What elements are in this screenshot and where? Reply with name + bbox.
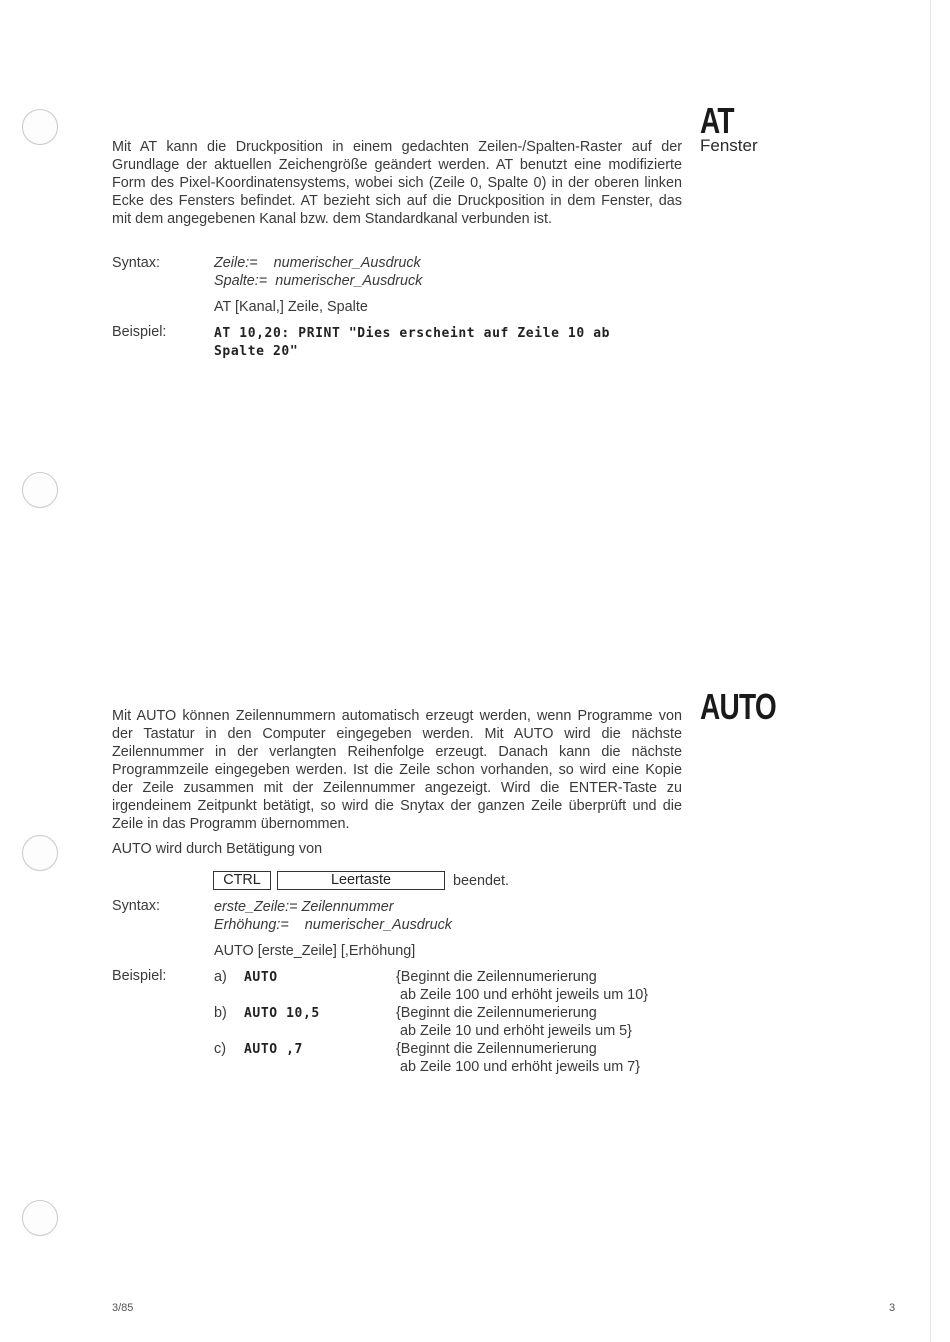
space-key: Leertaste xyxy=(277,871,445,890)
auto-end-text: AUTO wird durch Betätigung von xyxy=(112,841,323,857)
example-b-code: AUTO 10,5 xyxy=(244,1006,320,1021)
punch-hole-1 xyxy=(22,109,58,145)
auto-syntax-line-1: erste_Zeile:= Zeilennummer xyxy=(214,899,394,915)
page-edge xyxy=(930,0,931,1342)
example-a-comment-2: ab Zeile 100 und erhöht jeweils um 10} xyxy=(400,987,648,1003)
auto-ended-text: beendet. xyxy=(453,873,510,889)
at-example-line-2: Spalte 20" xyxy=(214,344,299,359)
at-subheading: Fenster xyxy=(700,136,758,155)
at-example-line-1: AT 10,20: PRINT "Dies erscheint auf Zeile 10 ab xyxy=(214,326,611,341)
auto-syntax-line-2: Erhöhung:= numerischer_Ausdruck xyxy=(214,917,452,933)
footer-date: 3/85 xyxy=(112,1302,134,1314)
punch-hole-3 xyxy=(22,835,58,871)
auto-syntax-label: Syntax: xyxy=(112,898,160,914)
example-c-comment-2: ab Zeile 100 und erhöht jeweils um 7} xyxy=(400,1059,640,1075)
auto-syntax-form: AUTO [erste_Zeile] [,Erhöhung] xyxy=(214,943,416,959)
at-heading: AT xyxy=(700,100,734,141)
example-c-letter: c) xyxy=(214,1041,226,1057)
example-c-code: AUTO ,7 xyxy=(244,1042,303,1057)
punch-hole-4 xyxy=(22,1200,58,1236)
example-a-letter: a) xyxy=(214,969,227,985)
ctrl-key: CTRL xyxy=(213,871,271,890)
auto-description: Mit AUTO können Zeilennummern automatisch erzeugt werden, wenn Programme von der Tastatur in den Computer eingegeben werden. Mit AUTO wird die nächste Zeilennummer in der verlangten Reihenfolge erzeugt. Danach kann die nächste Programmzeile eingegeben werden. Ist die Zeile schon vorhanden, so wird eine Kopie der Zeile zusammen mit der Zeilennummer angezeigt. Wird die ENTER-Taste zu irgendeinem Zeitpunkt betätigt, so wird die Snytax der ganzen Zeile überprüft und die Zeile in das Programm übernommen. xyxy=(112,708,682,832)
at-syntax-line-1: Zeile:= numerischer_Ausdruck xyxy=(214,255,421,271)
at-example-label: Beispiel: xyxy=(112,324,167,340)
example-c-comment-1: {Beginnt die Zeilennumerierung xyxy=(396,1041,597,1057)
at-syntax-line-2: Spalte:= numerischer_Ausdruck xyxy=(214,273,423,289)
punch-hole-2 xyxy=(22,472,58,508)
example-a-comment-1: {Beginnt die Zeilennumerierung xyxy=(396,969,597,985)
example-b-comment-1: {Beginnt die Zeilennumerierung xyxy=(396,1005,597,1021)
at-syntax-form: AT [Kanal,] Zeile, Spalte xyxy=(214,299,368,315)
example-b-comment-2: ab Zeile 10 und erhöht jeweils um 5} xyxy=(400,1023,632,1039)
at-description: Mit AT kann die Druckposition in einem gedachten Zeilen-/Spalten-Raster auf der Grundlage der aktuellen Zeichengröße geändert werden. AT benutzt eine modifizierte Form des Pixel-Koordinatensystems, wobei sich (Zeile 0, Spalte 0) in der oberen linken Ecke des Fensters befindet. AT bezieht sich auf die Druckposition in dem Fenster, das mit dem angegebenen Kanal bzw. dem Standardkanal verbunden ist. xyxy=(112,139,682,227)
at-syntax-label: Syntax: xyxy=(112,255,160,271)
auto-example-label: Beispiel: xyxy=(112,968,167,984)
auto-heading: AUTO xyxy=(700,686,776,727)
example-a-code: AUTO xyxy=(244,970,278,985)
page-number: 3 xyxy=(889,1302,896,1314)
example-b-letter: b) xyxy=(214,1005,227,1021)
